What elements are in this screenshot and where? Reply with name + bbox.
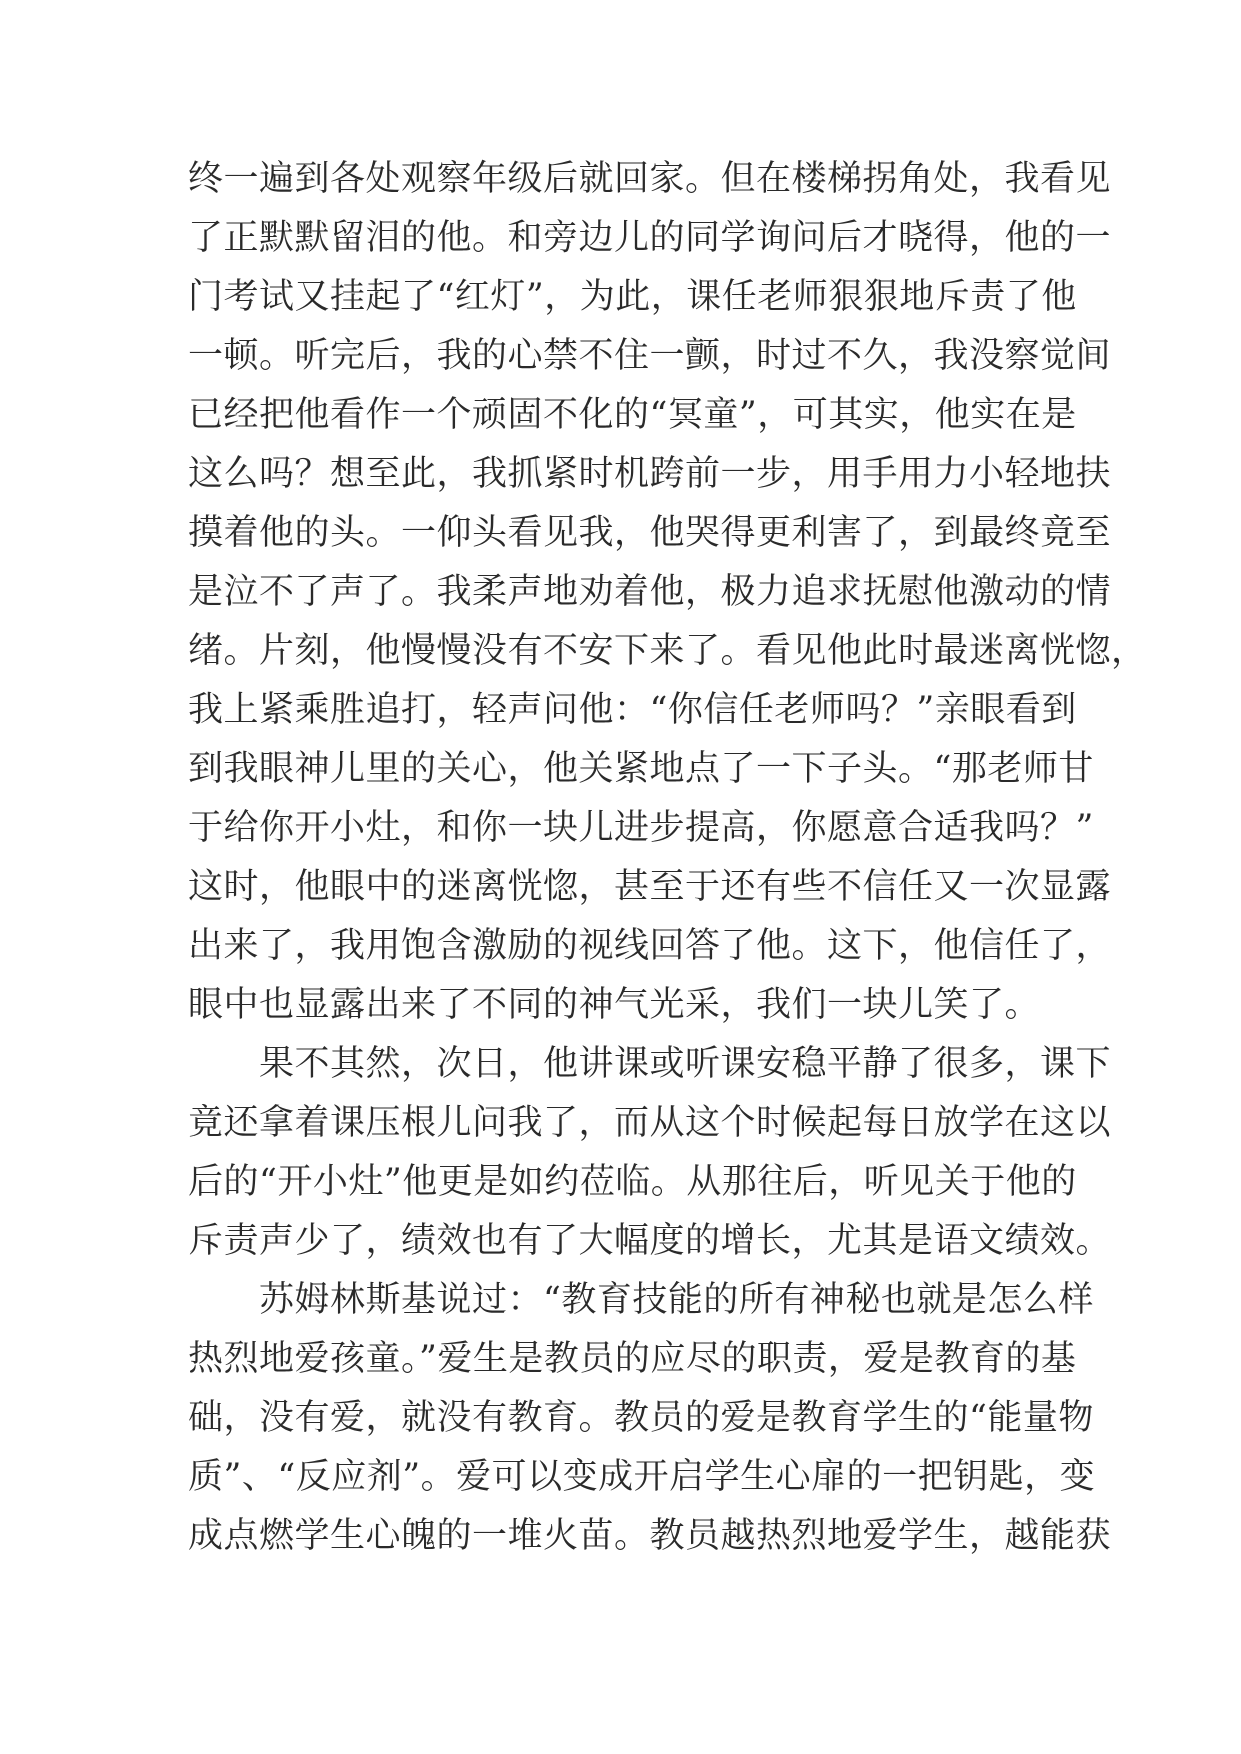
text-line: 到我眼神儿里的关心，他关紧地点了一下子头。“那老师甘 <box>188 749 1094 789</box>
text-line: 绪。片刻，他慢慢没有不安下来了。看见他此时最迷离恍惚， <box>188 631 1147 671</box>
text-line: 了正默默留泪的他。和旁边儿的同学询问后才晓得，他的一 <box>188 218 1112 258</box>
text-line: 门考试又挂起了“红灯”，为此，课任老师狠狠地斥责了他 <box>188 277 1077 317</box>
text-line: 于给你开小灶，和你一块儿进步提高，你愿意合适我吗？” <box>188 808 1094 848</box>
text-line: 出来了，我用饱含激励的视线回答了他。这下，他信任了， <box>188 926 1112 966</box>
text-line: 成点燃学生心魄的一堆火苗。教员越热烈地爱学生，越能获 <box>188 1516 1112 1556</box>
text-line: 摸着他的头。一仰头看见我，他哭得更利害了，到最终竟至 <box>188 513 1112 553</box>
text-line: 是泣不了声了。我柔声地劝着他，极力追求抚慰他激动的情 <box>188 572 1112 612</box>
body-text <box>188 150 1147 1566</box>
text-line: 眼中也显露出来了不同的神气光采，我们一块儿笑了。 <box>188 985 1041 1025</box>
text-line: 果不其然，次日，他讲课或听课安稳平静了很多，课下 <box>188 1044 1112 1084</box>
text-line: 热烈地爱孩童。”爱生是教员的应尽的职责，爱是教育的基 <box>188 1339 1077 1379</box>
text-line: 后的“开小灶”他更是如约莅临。从那往后，听见关于他的 <box>188 1162 1077 1202</box>
text-line: 竟还拿着课压根儿问我了，而从这个时候起每日放学在这以 <box>188 1103 1112 1143</box>
text-line: 斥责声少了，绩效也有了大幅度的增长，尤其是语文绩效。 <box>188 1221 1112 1261</box>
text-line: 一顿。听完后，我的心禁不住一颤，时过不久，我没察觉间 <box>188 336 1112 376</box>
text-line: 质”、“反应剂”。爱可以变成开启学生心扉的一把钥匙，变 <box>188 1457 1096 1497</box>
text-line: 已经把他看作一个顽固不化的“冥童”，可其实，他实在是 <box>188 395 1077 435</box>
text-line: 苏姆林斯基说过：“教育技能的所有神秘也就是怎么样 <box>188 1280 1094 1320</box>
text-line: 这么吗？想至此，我抓紧时机跨前一步，用手用力小轻地扶 <box>188 454 1112 494</box>
text-line: 础，没有爱，就没有教育。教员的爱是教育学生的“能量物 <box>188 1398 1094 1438</box>
text-line: 这时，他眼中的迷离恍惚，甚至于还有些不信任又一次显露 <box>188 867 1112 907</box>
text-line: 终一遍到各处观察年级后就回家。但在楼梯拐角处，我看见 <box>188 159 1112 199</box>
text-line: 我上紧乘胜追打，轻声问他：“你信任老师吗？”亲眼看到 <box>188 690 1077 730</box>
